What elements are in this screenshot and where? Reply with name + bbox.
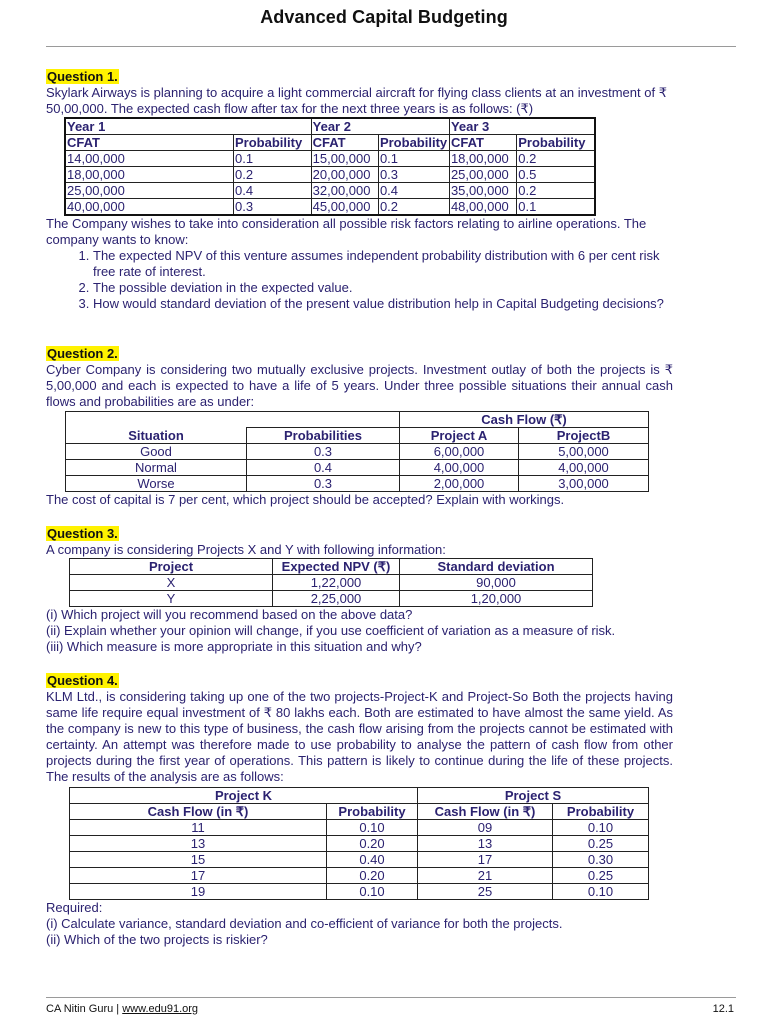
table-cell: 0.1 [378,151,449,167]
table-row [66,460,649,476]
table-header-year: Year 2 [311,118,449,135]
table-cell: 48,00,000 [449,199,516,216]
table-cell: 17 [418,852,553,868]
question-4-line: (i) Calculate variance, standard deviation and co-efficient of variance for both the projects. [46,916,563,931]
table-header: Cash Flow (in ₹) [70,804,327,820]
table-row [65,151,595,167]
table-cell: 14,00,000 [65,151,234,167]
question-2-text: The cost of capital is 7 per cent, which project should be accepted? Explain with workings. [46,492,565,507]
table-header-year: Year 3 [449,118,595,135]
table-cell: 0.10 [553,884,649,900]
table-cell: 35,00,000 [449,183,516,199]
table-cell: 0.2 [517,151,595,167]
table-cell: 0.5 [517,167,595,183]
question-4-heading: Question 4. [47,673,118,688]
table-cell: 4,00,000 [400,460,519,476]
page-title: Advanced Capital Budgeting [260,7,508,27]
table-cell: 0.40 [327,852,418,868]
table-header: CFAT [65,135,234,151]
table-row [65,183,595,199]
table-cell: 21 [418,868,553,884]
table-cell: 25,00,000 [65,183,234,199]
table-row [65,167,595,183]
footer-author-text: CA Nitin Guru | [46,1003,123,1015]
question-4-line: (ii) Which of the two projects is riskier? [46,932,268,947]
table-cell: 0.2 [517,183,595,199]
table-cell: 19 [70,884,327,900]
table-cell: 0.25 [553,836,649,852]
table-cell: 0.10 [327,820,418,836]
table-header: Standard deviation [400,559,593,575]
table-header: CFAT [449,135,516,151]
table-header-group: Project K [70,788,418,804]
table-cell: 1,20,000 [400,591,593,607]
table-cell: Good [66,444,247,460]
table-cell: 11 [70,820,327,836]
table-cell: 0.1 [234,151,312,167]
table-header: Probability [327,804,418,820]
question-1 [46,69,673,312]
table-row [66,476,649,492]
footer-link[interactable]: www.edu91.org [122,1003,199,1015]
table-row [70,836,649,852]
table-header: Cash Flow (₹) [400,412,649,428]
question-3-line: (ii) Explain whether your opinion will change, if you use coefficient of variation as a measure of risk. [46,623,616,638]
table-cell: 0.4 [234,183,312,199]
table-header-group: Project S [418,788,649,804]
footer-divider [46,997,736,998]
table-cell: 0.20 [327,836,418,852]
question-1-heading: Question 1. [47,69,118,84]
table-header: Situation [66,428,247,444]
list-item: 1. The expected NPV of this venture assumes independent probability distribution with 6 per cent risk free rate of interest. [93,248,673,280]
header-divider [46,46,736,47]
table-cell: 0.3 [247,444,400,460]
table-cell: 1,22,000 [273,575,400,591]
table-row [70,591,593,607]
table-header: Project A [400,428,519,444]
footer-author [46,1003,198,1015]
question-4-intro: KLM Ltd., is considering taking up one of the two projects-Project-K and Project-So Both the projects having same life require equal investment of ₹ 80 lakhs each. Both are estimated to have almost the same yield. As the company is new to this type of business, the cash flow arising from the projects cannot be estimated with certainty. An attempt was therefore made to use probability to analyse the pattern of cash flow from other projects during the first year of operations. This pattern is likely to continue during the life of these projects. The results of the analysis are as follows: [46,689,673,784]
question-4-line: Required: [46,900,103,915]
table-cell: 15,00,000 [311,151,378,167]
table-cell: Y [70,591,273,607]
table-cell: 20,00,000 [311,167,378,183]
question-4-table [69,787,649,900]
question-1-table [64,117,596,216]
table-cell: 2,00,000 [400,476,519,492]
table-cell: 0.4 [378,183,449,199]
table-cell: 0.30 [553,852,649,868]
list-item: 2. The possible deviation in the expected value. [93,280,673,296]
question-3-heading: Question 3. [47,526,118,541]
table-header: Expected NPV (₹) [273,559,400,575]
table-header: Probability [553,804,649,820]
table-header: CFAT [311,135,378,151]
question-3-table [69,558,593,607]
question-1-list [46,248,673,312]
table-cell: 17 [70,868,327,884]
table-cell: 13 [418,836,553,852]
table-header: Project [70,559,273,575]
table-row [66,444,649,460]
table-cell: 45,00,000 [311,199,378,216]
table-row [70,884,649,900]
table-cell: 0.4 [247,460,400,476]
table-cell: 09 [418,820,553,836]
table-cell: 0.25 [553,868,649,884]
page-number: 12.1 [712,1003,734,1015]
table-header: Probability [517,135,595,151]
table-cell: Normal [66,460,247,476]
table-cell: 0.3 [247,476,400,492]
table-cell: 6,00,000 [400,444,519,460]
table-row [70,868,649,884]
question-2-heading: Question 2. [47,346,118,361]
table-cell: 18,00,000 [449,151,516,167]
table-cell: 0.3 [378,167,449,183]
table-row [70,820,649,836]
question-3-line: (i) Which project will you recommend based on the above data? [46,607,413,622]
table-cell: 0.20 [327,868,418,884]
question-3-intro: A company is considering Projects X and Y with following information: [46,542,446,557]
table-cell: 13 [70,836,327,852]
question-2-table [65,411,649,492]
list-item: 3. How would standard deviation of the present value distribution help in Capital Budgeting decisions? [93,296,673,312]
question-2-intro: Cyber Company is considering two mutually exclusive projects. Investment outlay of both the projects is ₹ 5,00,000 and each is expected to have a life of 5 years. Under three possible situations their annual cash flows and probabilities are as under: [46,362,673,409]
question-4 [46,673,673,948]
table-header: Probabilities [247,428,400,444]
table-cell: 0.2 [234,167,312,183]
table-cell: 15 [70,852,327,868]
table-cell: 0.3 [234,199,312,216]
table-cell: 0.2 [378,199,449,216]
question-1-text: The Company wishes to take into consideration all possible risk factors relating to airline operations. The company wants to know: [46,216,647,247]
table-row [70,852,649,868]
table-cell: 4,00,000 [519,460,649,476]
table-header: ProjectB [519,428,649,444]
table-cell: 2,25,000 [273,591,400,607]
table-cell: 40,00,000 [65,199,234,216]
table-header: Cash Flow (in ₹) [418,804,553,820]
question-2 [46,346,673,508]
table-cell: 0.1 [517,199,595,216]
table-cell: X [70,575,273,591]
table-cell: 0.10 [327,884,418,900]
table-cell: 25 [418,884,553,900]
table-header: Probability [234,135,312,151]
table-header: Probability [378,135,449,151]
table-cell: 5,00,000 [519,444,649,460]
table-cell: 25,00,000 [449,167,516,183]
question-3-line: (iii) Which measure is more appropriate in this situation and why? [46,639,422,654]
table-cell: 0.10 [553,820,649,836]
table-cell: Worse [66,476,247,492]
question-3 [46,526,673,655]
table-row [65,199,595,216]
question-1-intro: Skylark Airways is planning to acquire a light commercial aircraft for flying class clients at an investment of ₹ 50,00,000. The expected cash flow after tax for the next three years is as follows: (₹) [46,85,667,116]
table-cell: 3,00,000 [519,476,649,492]
table-cell: 18,00,000 [65,167,234,183]
table-header-year: Year 1 [65,118,311,135]
table-cell: 90,000 [400,575,593,591]
table-row [70,575,593,591]
table-cell: 32,00,000 [311,183,378,199]
